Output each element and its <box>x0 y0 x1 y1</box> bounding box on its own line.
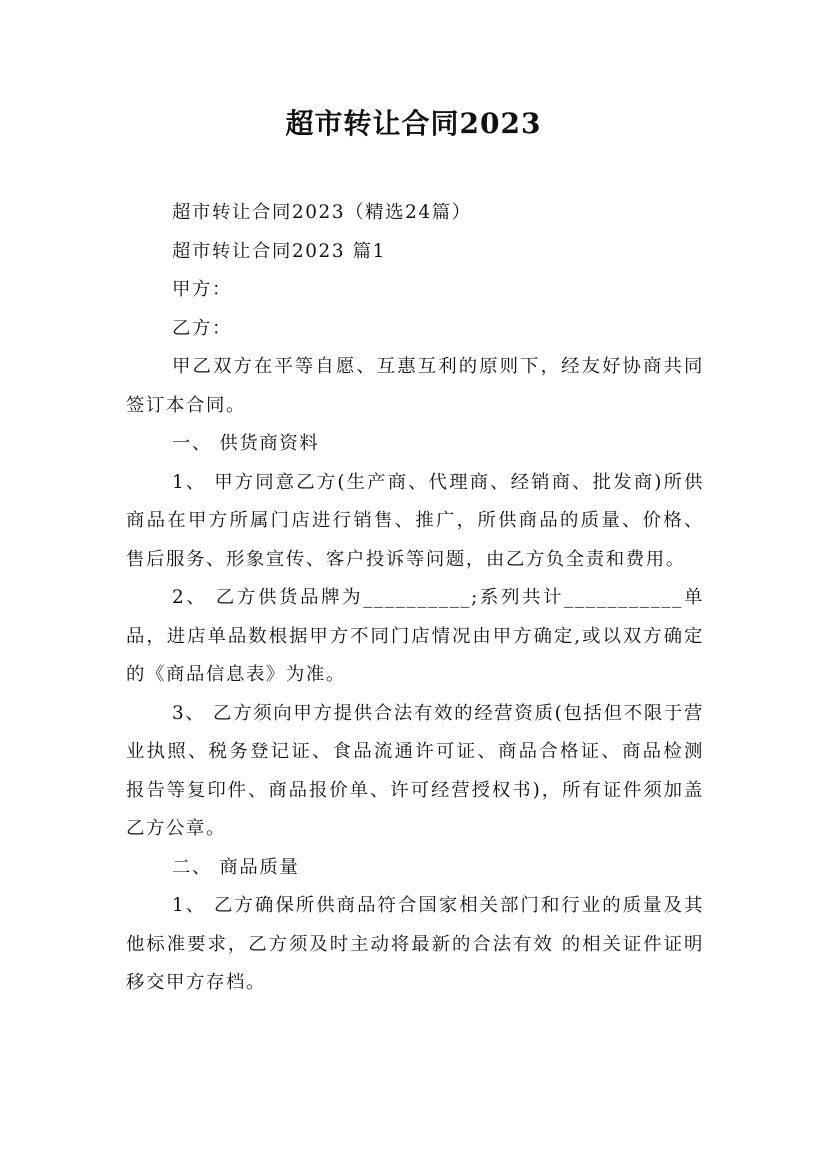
paragraph-clause-1-3: 3、 乙方须向甲方提供合法有效的经营资质(包括但不限于营业执照、税务登记证、食品流通许可证、商品合格证、商品检测报告等复印件、商品报价单、许可经营授权书)，所有证件须加盖乙方公章。 <box>126 702 704 839</box>
paragraph-clause-1-2: 2、 乙方供货品牌为__________;系列共计___________单品，进店单品数根据甲方不同门店情况由甲方确定,或以双方确定的《商品信息表》为准。 <box>126 587 704 685</box>
paragraph-heading-supplier: 一、 供货商资料 <box>172 433 320 454</box>
paragraph-subtitle: 超市转让合同2023（精选24篇） <box>172 202 472 223</box>
document-title: 超市转让合同2023 <box>285 107 542 140</box>
document-body <box>126 194 704 1003</box>
paragraph-clause-2-1: 1、 乙方确保所供商品符合国家相关部门和行业的质量及其他标准要求，乙方须及时主动将最新的合法有效 的相关证件证明移交甲方存档。 <box>126 895 704 993</box>
paragraph-section-heading: 超市转让合同2023 篇1 <box>172 240 386 262</box>
paragraph-party-a: 甲方： <box>172 279 232 300</box>
paragraph-party-b: 乙方： <box>172 317 232 339</box>
paragraph-clause-1-1: 1、 甲方同意乙方(生产商、代理商、经销商、批发商)所供商品在甲方所属门店进行销售、推广，所供商品的质量、价格、售后服务、形象宣传、客户投诉等问题，由乙方负全责和费用。 <box>126 471 704 570</box>
paragraph-heading-quality: 二、 商品质量 <box>172 856 300 878</box>
paragraph-preamble: 甲乙双方在平等自愿、互惠互利的原则下，经友好协商共同签订本合同。 <box>126 356 704 416</box>
